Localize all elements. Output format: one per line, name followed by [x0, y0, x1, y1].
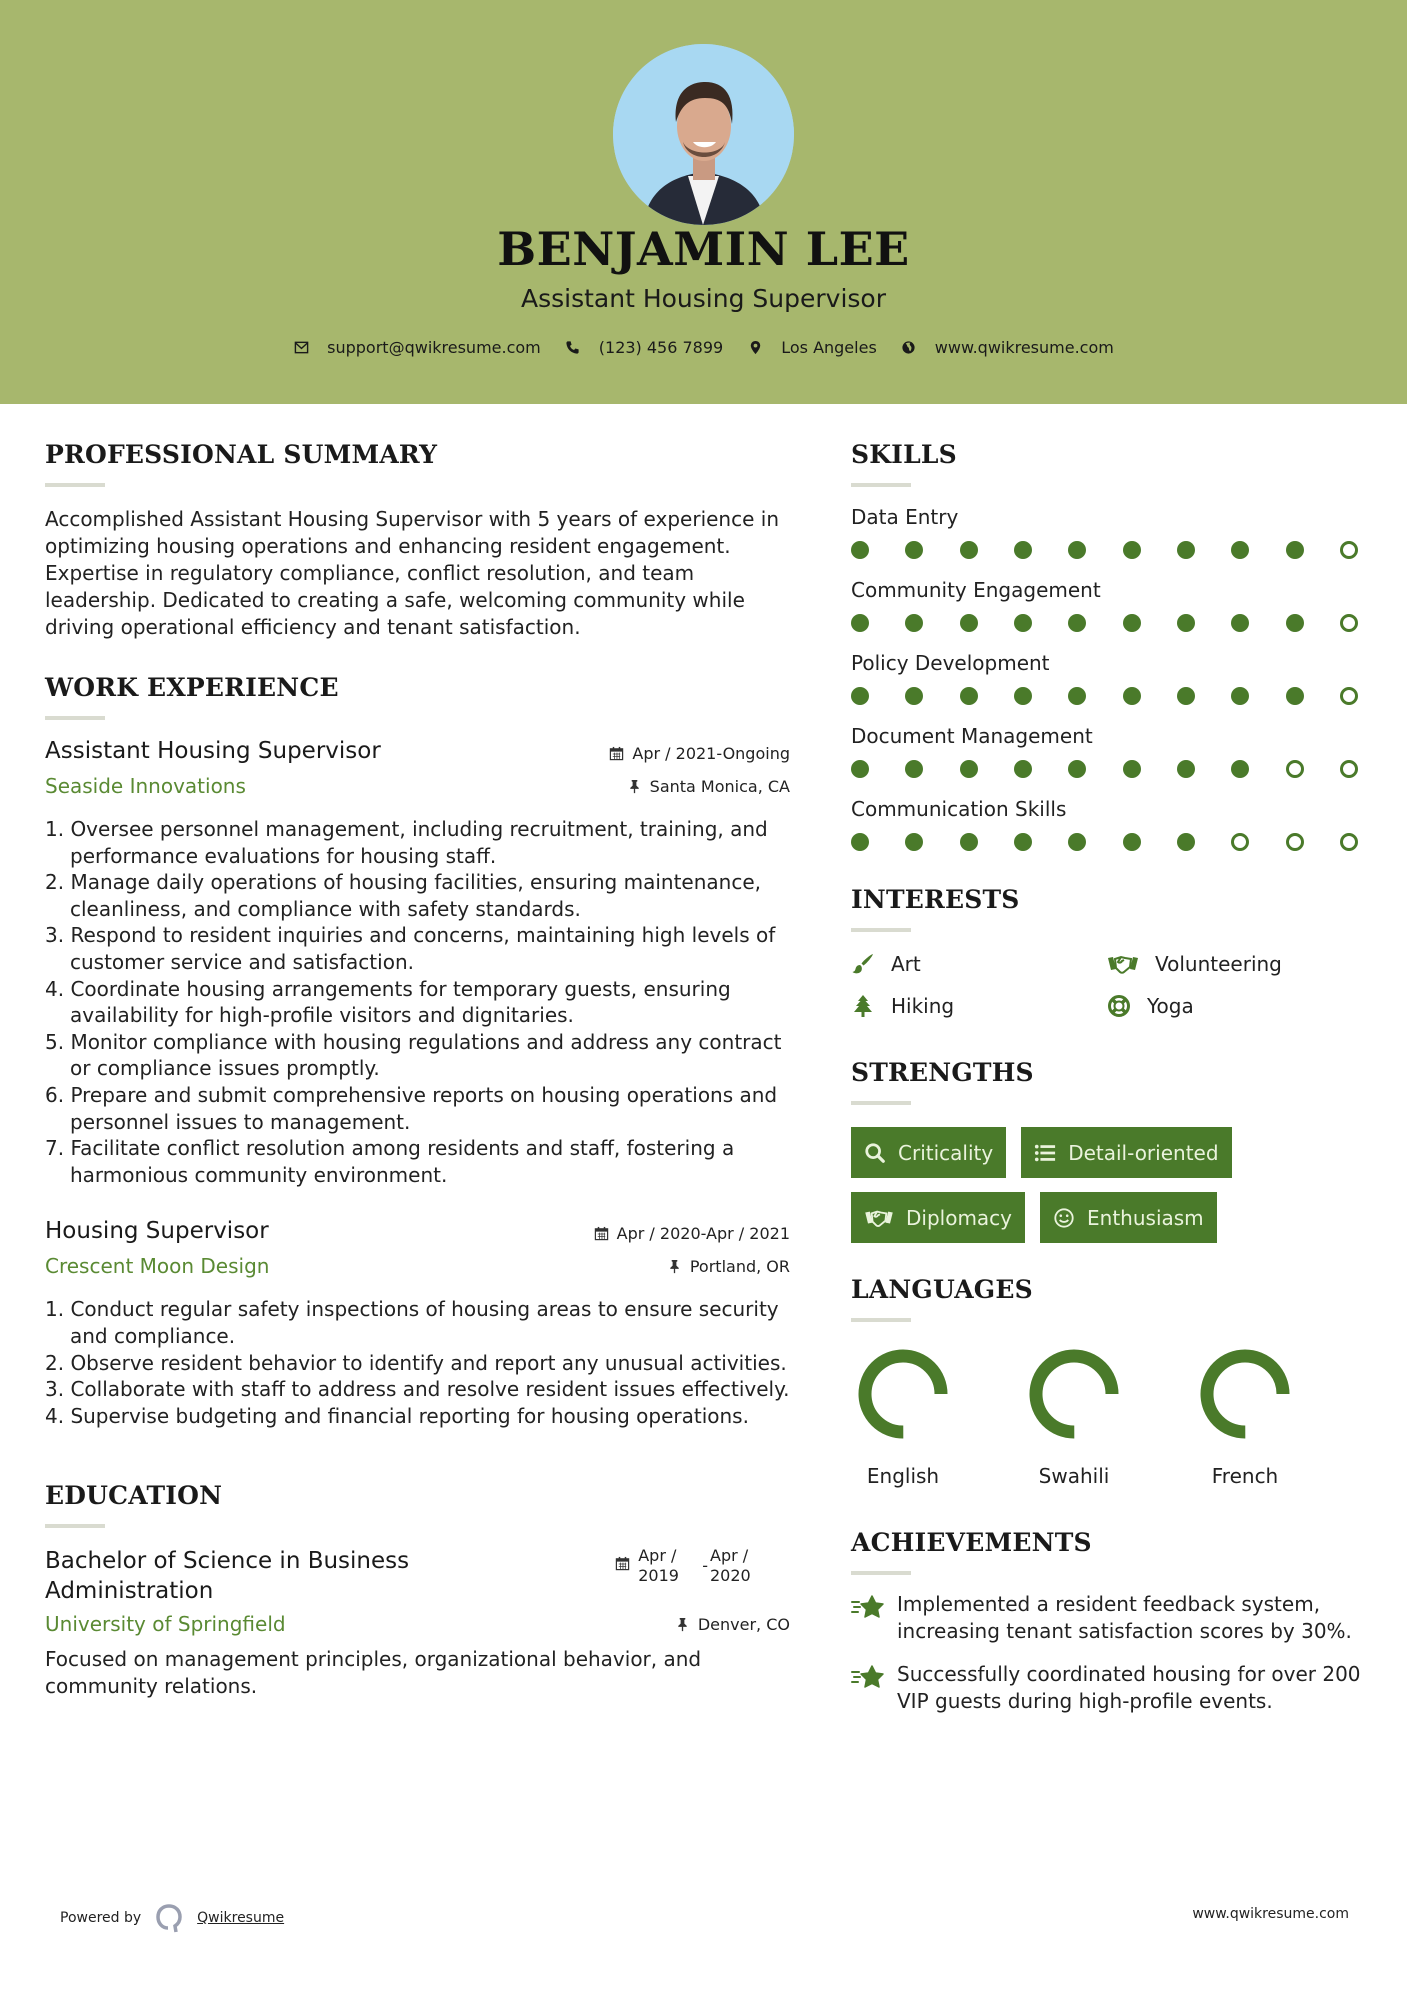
handshake-icon: [1107, 952, 1139, 976]
pushpin-icon: [675, 1617, 690, 1632]
languages-section: [851, 1275, 1366, 1488]
rating-dot-filled: [1177, 833, 1195, 851]
interest-label: Art: [891, 952, 921, 976]
rating-dot-empty: [1231, 833, 1249, 851]
calendar-icon: [609, 746, 624, 761]
left-column: [45, 440, 790, 1700]
section-divider: [851, 1571, 911, 1575]
rating-dot-filled: [1068, 687, 1086, 705]
qwikresume-link[interactable]: Qwikresume: [197, 1910, 285, 1926]
powered-by-label: Powered by: [60, 1910, 142, 1926]
language-item: [851, 1348, 1022, 1488]
search-icon: [864, 1142, 886, 1164]
experience-heading: WORK EXPERIENCE: [45, 673, 339, 702]
job-title: Assistant Housing Supervisor: [45, 738, 381, 764]
section-divider: [45, 716, 105, 720]
interests-grid: [851, 952, 1366, 1018]
degree-title: Bachelor of Science in Business Administration: [45, 1548, 410, 1605]
experience-section: [45, 673, 790, 1429]
map-marker-icon: [747, 340, 763, 356]
skill-item: [851, 797, 1366, 851]
list-icon: [1034, 1142, 1056, 1164]
rating-dot-filled: [1014, 541, 1032, 559]
pushpin-icon: [627, 779, 642, 794]
rating-dot-filled: [1177, 541, 1195, 559]
duty-item: 2. Manage daily operations of housing facilities, ensuring maintenance, cleanliness, and compliance with safety standards.: [45, 870, 761, 921]
achievement-text: Implemented a resident feedback system, increasing tenant satisfaction scores by 30%.: [897, 1592, 1352, 1643]
rating-dot-filled: [1286, 614, 1304, 632]
rating-dot-filled: [960, 541, 978, 559]
job-title: Housing Supervisor: [45, 1218, 269, 1245]
rating-dot-filled: [851, 614, 869, 632]
interests-section: [851, 885, 1366, 1018]
rating-dot-filled: [1231, 687, 1249, 705]
job-location-text: Portland, OR: [689, 1256, 790, 1276]
strength-label: Criticality: [898, 1140, 994, 1165]
calendar-icon: [615, 1556, 630, 1571]
star-icon: [851, 1663, 885, 1693]
skill-name: Policy Development: [851, 651, 1050, 675]
rating-dot-filled: [905, 541, 923, 559]
education-section: [45, 1481, 790, 1700]
rating-dot-filled: [1014, 687, 1032, 705]
candidate-title: Assistant Housing Supervisor: [521, 284, 886, 313]
smile-icon: [1053, 1207, 1075, 1229]
duty-item: 4. Coordinate housing arrangements for temporary guests, ensuring availability for high-profile visitors and dignitaries.: [45, 976, 731, 1028]
rating-dot-empty: [1340, 687, 1358, 705]
rating-dot-filled: [905, 614, 923, 632]
rating-dot-filled: [1123, 541, 1141, 559]
rating-dot-filled: [1286, 541, 1304, 559]
skill-rating: [851, 614, 1358, 632]
strength-label: Detail-oriented: [1068, 1140, 1219, 1165]
job-entry: [45, 738, 790, 1188]
rating-dot-filled: [960, 687, 978, 705]
skill-name: Data Entry: [851, 505, 959, 529]
company-name: Seaside Innovations: [45, 774, 246, 798]
interests-heading: INTERESTS: [851, 885, 1020, 914]
life-ring-icon: [1107, 994, 1131, 1018]
rating-dot-filled: [1068, 760, 1086, 778]
contact-location: [747, 338, 877, 357]
language-item: [1022, 1348, 1193, 1488]
summary-section: [45, 440, 790, 641]
skill-item: [851, 505, 1366, 559]
achievement-item: [851, 1661, 1366, 1715]
duty-item: 5. Monitor compliance with housing regulations and address any contract or compliance issues promptly.: [45, 1029, 782, 1081]
right-column: [851, 440, 1366, 1715]
skill-rating: [851, 760, 1358, 778]
contact-phone-text: (123) 456 7899: [598, 338, 724, 357]
section-divider: [45, 483, 105, 487]
languages-heading: LANGUAGES: [851, 1275, 1033, 1304]
interest-item: [1107, 994, 1363, 1018]
school-name: University of Springfield: [45, 1612, 286, 1637]
job-dates: [594, 1224, 790, 1243]
language-progress-ring: [857, 1348, 949, 1440]
section-divider: [851, 928, 911, 932]
rating-dot-filled: [1068, 541, 1086, 559]
job-dates: [609, 744, 790, 763]
tree-icon: [851, 994, 875, 1018]
duty-item: 4. Supervise budgeting and financial reporting for housing operations.: [45, 1403, 749, 1428]
calendar-icon: [594, 1226, 609, 1241]
rating-dot-filled: [1177, 760, 1195, 778]
language-label: French: [1211, 1464, 1279, 1488]
strength-label: Enthusiasm: [1087, 1205, 1204, 1230]
rating-dot-filled: [851, 833, 869, 851]
envelope-icon: [293, 340, 309, 356]
rating-dot-filled: [905, 687, 923, 705]
duty-item: 3. Respond to resident inquiries and concerns, maintaining high levels of customer service and satisfaction.: [45, 923, 776, 974]
duty-item: 2. Observe resident behavior to identify and report any unusual activities.: [45, 1350, 787, 1375]
interest-item: [1107, 952, 1363, 976]
skills-section: [851, 440, 1366, 851]
contact-website-text: www.qwikresume.com: [934, 338, 1114, 357]
summary-text: Accomplished Assistant Housing Supervisor with 5 years of experience in optimizing housing operations and enhancing resident engagement. Expertise in regulatory compliance, conflict resolution, and team leadership. Dedicated to creating a safe, welcoming community while driving operational efficiency and tenant satisfaction.: [45, 507, 779, 639]
rating-dot-filled: [1068, 614, 1086, 632]
footer-powered-by: [60, 1903, 284, 1933]
job-duties-list: [45, 1296, 790, 1429]
summary-heading: PROFESSIONAL SUMMARY: [45, 440, 438, 469]
job-entry: [45, 1218, 790, 1429]
interest-label: Yoga: [1147, 994, 1194, 1018]
skills-list: [851, 505, 1366, 851]
language-label: English: [866, 1464, 940, 1488]
strength-chip: [1021, 1127, 1231, 1178]
duty-item: 7. Facilitate conflict resolution among residents and staff, fostering a harmonious community environment.: [45, 1136, 735, 1187]
skill-rating: [851, 541, 1358, 559]
resume-header: [0, 0, 1407, 404]
job-dates-text: Apr / 2021-Ongoing: [632, 744, 790, 763]
contact-email[interactable]: [293, 338, 541, 357]
duty-item: 1. Conduct regular safety inspections of housing areas to ensure security and compliance.: [45, 1297, 779, 1348]
achievement-item: [851, 1591, 1366, 1645]
profile-photo: [613, 44, 794, 225]
strengths-list: [851, 1127, 1366, 1243]
achievements-section: [851, 1528, 1366, 1715]
duty-item: 1. Oversee personnel management, including recruitment, training, and performance evaluations for housing staff.: [45, 817, 768, 868]
achievement-text: Successfully coordinated housing for over 200 VIP guests during high-profile events.: [897, 1662, 1361, 1713]
rating-dot-filled: [1286, 687, 1304, 705]
strength-chip: [851, 1192, 1025, 1243]
section-divider: [851, 1318, 911, 1322]
interest-item: [851, 994, 1107, 1018]
contact-bar: [0, 338, 1407, 357]
rating-dot-filled: [1014, 833, 1032, 851]
rating-dot-filled: [851, 760, 869, 778]
company-name: Crescent Moon Design: [45, 1254, 270, 1279]
rating-dot-empty: [1340, 614, 1358, 632]
language-progress-ring: [1199, 1348, 1291, 1440]
section-divider: [45, 1524, 105, 1528]
job-dates-text: Apr / 2020-Apr / 2021: [616, 1224, 790, 1244]
skill-name: Communication Skills: [851, 797, 1067, 821]
education-heading: EDUCATION: [45, 1481, 223, 1511]
contact-phone[interactable]: [565, 338, 723, 357]
rating-dot-empty: [1286, 760, 1304, 778]
achievements-heading: ACHIEVEMENTS: [851, 1528, 1092, 1557]
language-progress-ring: [1028, 1348, 1120, 1440]
rating-dot-filled: [1014, 614, 1032, 632]
contact-website[interactable]: [901, 338, 1114, 357]
profile-photo-image: [613, 44, 794, 225]
rating-dot-filled: [1231, 541, 1249, 559]
skill-item: [851, 651, 1366, 705]
education-dates: [615, 1546, 754, 1586]
rating-dot-filled: [1231, 614, 1249, 632]
job-location-text: Santa Monica, CA: [649, 776, 790, 796]
language-item: [1193, 1348, 1364, 1488]
rating-dot-filled: [905, 760, 923, 778]
education-description: Focused on management principles, organizational behavior, and community relations.: [45, 1647, 702, 1699]
rating-dot-empty: [1340, 541, 1358, 559]
rating-dot-filled: [851, 687, 869, 705]
rating-dot-filled: [851, 541, 869, 559]
rating-dot-filled: [1123, 760, 1141, 778]
skill-item: [851, 724, 1366, 778]
education-date-separator: -: [702, 1556, 708, 1576]
skills-heading: SKILLS: [851, 440, 957, 469]
phone-icon: [565, 340, 581, 356]
rating-dot-filled: [1177, 614, 1195, 632]
footer-website[interactable]: www.qwikresume.com: [1192, 1906, 1349, 1922]
job-location: [667, 1257, 790, 1276]
rating-dot-filled: [1014, 760, 1032, 778]
globe-icon: [901, 340, 917, 356]
qwikresume-logo-icon: [155, 1903, 183, 1933]
section-divider: [851, 483, 911, 487]
contact-location-text: Los Angeles: [781, 338, 877, 357]
interest-label: Hiking: [891, 994, 955, 1018]
rating-dot-filled: [1231, 760, 1249, 778]
rating-dot-empty: [1286, 833, 1304, 851]
strengths-heading: STRENGTHS: [851, 1058, 1034, 1087]
rating-dot-filled: [905, 833, 923, 851]
rating-dot-filled: [1123, 687, 1141, 705]
star-icon: [851, 1593, 885, 1623]
job-location: [627, 777, 790, 796]
rating-dot-filled: [1177, 687, 1195, 705]
handshake-icon: [864, 1207, 894, 1229]
duty-item: 6. Prepare and submit comprehensive reports on housing operations and personnel issues to management.: [45, 1082, 778, 1134]
section-divider: [851, 1101, 911, 1105]
skill-rating: [851, 833, 1358, 851]
job-duties-list: [45, 816, 790, 1188]
education-location-text: Denver, CO: [697, 1614, 790, 1634]
education-date-end: Apr / 2020: [710, 1546, 751, 1586]
contact-email-text: support@qwikresume.com: [327, 338, 541, 357]
skill-name: Document Management: [851, 724, 1093, 748]
rating-dot-filled: [1068, 833, 1086, 851]
pushpin-icon: [667, 1259, 682, 1274]
education-date-start: Apr / 2019: [638, 1546, 679, 1586]
rating-dot-filled: [1123, 833, 1141, 851]
skill-name: Community Engagement: [851, 578, 1101, 602]
education-location: [675, 1615, 790, 1634]
skill-rating: [851, 687, 1358, 705]
interest-item: [851, 952, 1107, 976]
rating-dot-filled: [960, 760, 978, 778]
rating-dot-filled: [960, 614, 978, 632]
rating-dot-filled: [1123, 614, 1141, 632]
candidate-name: BENJAMIN LEE: [497, 222, 910, 276]
language-label: Swahili: [1038, 1464, 1110, 1488]
languages-list: [851, 1348, 1366, 1488]
strengths-section: [851, 1058, 1366, 1243]
strength-label: Diplomacy: [906, 1205, 1013, 1230]
duty-item: 3. Collaborate with staff to address and resolve resident issues effectively.: [45, 1377, 790, 1402]
rating-dot-empty: [1340, 760, 1358, 778]
interest-label: Volunteering: [1155, 952, 1282, 976]
rating-dot-empty: [1340, 833, 1358, 851]
strength-chip: [1040, 1192, 1217, 1243]
rating-dot-filled: [960, 833, 978, 851]
skill-item: [851, 578, 1366, 632]
strength-chip: [851, 1127, 1006, 1178]
paintbrush-icon: [851, 952, 875, 976]
